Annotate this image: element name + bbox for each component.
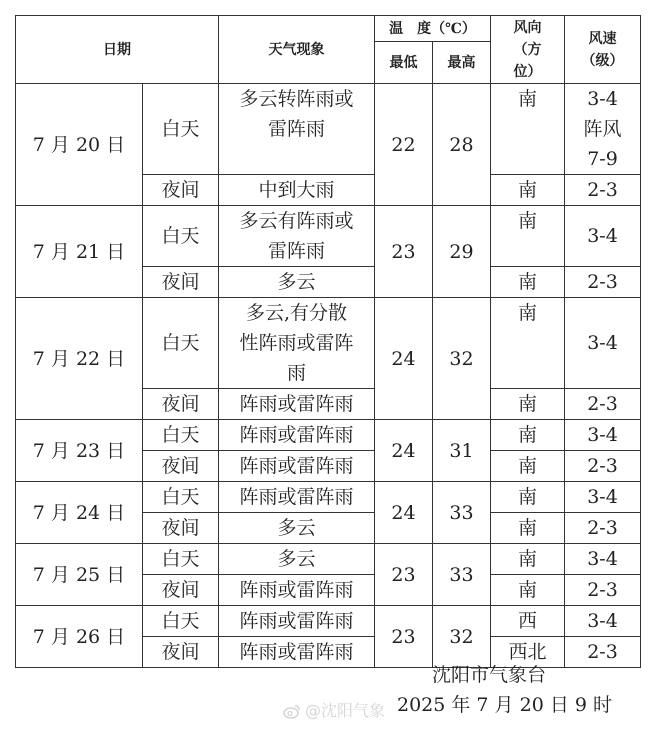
table-row [16, 544, 641, 575]
wind-speed-cell: 2-3 [565, 637, 641, 668]
weather-cell [219, 206, 375, 267]
wind-speed-cell: 3-4 [565, 482, 641, 513]
weather-cell: 阵雨或雷阵雨 [219, 482, 375, 513]
wind-direction-cell: 西 [491, 606, 565, 637]
period-cell: 夜间 [143, 267, 219, 298]
date-cell: 7 月 20 日 [16, 84, 143, 206]
date-cell: 7 月 23 日 [16, 420, 143, 482]
wind-speed-cell: 3-4 [565, 420, 641, 451]
issuing-organization: 沈阳市气象台 [432, 664, 547, 686]
period-cell: 夜间 [143, 175, 219, 206]
weather-line: 多云有阵雨或 [239, 210, 354, 232]
weather-cell: 阵雨或雷阵雨 [219, 575, 375, 606]
period-cell: 白天 [143, 482, 219, 513]
wind-speed-cell [565, 84, 641, 175]
weather-line: 性阵雨或雷阵 [239, 332, 354, 354]
wind-direction-cell: 西北 [491, 637, 565, 668]
wind-direction-cell: 南 [491, 84, 565, 175]
period-cell: 白天 [143, 606, 219, 637]
header-temperature: 温 度（℃） [375, 16, 491, 42]
period-cell: 夜间 [143, 389, 219, 420]
wind-direction-cell: 南 [491, 482, 565, 513]
temp-min-cell: 23 [375, 206, 433, 298]
temp-max-cell: 33 [433, 482, 491, 544]
weather-cell: 中到大雨 [219, 175, 375, 206]
period-cell: 白天 [143, 206, 219, 267]
wind-speed-cell: 2-3 [565, 575, 641, 606]
weather-cell: 阵雨或雷阵雨 [219, 451, 375, 482]
weather-cell: 多云 [219, 513, 375, 544]
watermark-text: @沈阳气象 [305, 701, 386, 720]
header-wind-speed [565, 16, 641, 84]
wind-speed-cell: 3-4 [565, 606, 641, 637]
period-cell: 白天 [143, 84, 219, 175]
period-cell: 白天 [143, 420, 219, 451]
header-wind-direction-line3: 位） [513, 63, 542, 80]
table-row [16, 298, 641, 389]
date-cell: 7 月 24 日 [16, 482, 143, 544]
wind-speed-line: 3-4 [587, 88, 618, 110]
wind-direction-cell: 南 [491, 544, 565, 575]
period-cell: 夜间 [143, 637, 219, 668]
temp-max-cell: 32 [433, 606, 491, 668]
weather-line: 雷阵雨 [267, 118, 325, 140]
date-cell: 7 月 22 日 [16, 298, 143, 420]
period-cell: 夜间 [143, 513, 219, 544]
header-temp-min: 最低 [375, 42, 433, 84]
date-cell: 7 月 21 日 [16, 206, 143, 298]
weather-cell [219, 298, 375, 389]
weather-cell: 多云 [219, 544, 375, 575]
wind-direction-cell: 南 [491, 206, 565, 267]
period-cell: 白天 [143, 298, 219, 389]
date-cell: 7 月 25 日 [16, 544, 143, 606]
temp-min-cell: 24 [375, 420, 433, 482]
wind-speed-line: 7-9 [587, 148, 618, 170]
period-cell: 夜间 [143, 575, 219, 606]
header-wind-direction [491, 16, 565, 84]
header-weather: 天气现象 [219, 16, 375, 84]
header-wind-direction-line2: （方 [513, 41, 542, 58]
wind-direction-cell: 南 [491, 451, 565, 482]
date-cell: 7 月 26 日 [16, 606, 143, 668]
temp-max-cell: 32 [433, 298, 491, 420]
header-date: 日期 [16, 16, 219, 84]
wind-direction-cell: 南 [491, 389, 565, 420]
wind-speed-line: 阵风 [583, 118, 622, 140]
wind-direction-cell: 南 [491, 175, 565, 206]
weather-line: 雷阵雨 [267, 240, 325, 262]
temp-max-cell: 29 [433, 206, 491, 298]
weather-cell: 阵雨或雷阵雨 [219, 389, 375, 420]
wind-speed-cell: 3-4 [565, 544, 641, 575]
weather-cell: 阵雨或雷阵雨 [219, 420, 375, 451]
weibo-icon [283, 704, 301, 719]
header-temp-max: 最高 [433, 42, 491, 84]
header-wind-speed-line2: （级） [581, 52, 624, 69]
temp-min-cell: 22 [375, 84, 433, 206]
weather-cell: 阵雨或雷阵雨 [219, 637, 375, 668]
temp-min-cell: 23 [375, 544, 433, 606]
wind-speed-cell: 3-4 [565, 298, 641, 389]
weather-line: 雨 [286, 362, 306, 384]
period-cell: 夜间 [143, 451, 219, 482]
weather-line: 多云,有分散 [245, 302, 348, 324]
wind-speed-cell: 2-3 [565, 451, 641, 482]
table-row [16, 420, 641, 451]
watermark [283, 700, 385, 722]
temp-max-cell: 31 [433, 420, 491, 482]
temp-min-cell: 24 [375, 482, 433, 544]
wind-speed-cell: 2-3 [565, 513, 641, 544]
wind-speed-cell: 2-3 [565, 267, 641, 298]
weather-cell: 多云 [219, 267, 375, 298]
temp-min-cell: 23 [375, 606, 433, 668]
weather-line: 多云转阵雨或 [239, 88, 354, 110]
issue-datetime: 2025 年 7 月 20 日 9 时 [397, 694, 612, 716]
wind-direction-cell: 南 [491, 420, 565, 451]
table-row [16, 482, 641, 513]
wind-speed-cell: 3-4 [565, 206, 641, 267]
weather-cell: 阵雨或雷阵雨 [219, 606, 375, 637]
table-row [16, 206, 641, 267]
wind-direction-cell: 南 [491, 513, 565, 544]
table-row [16, 84, 641, 175]
wind-direction-cell: 南 [491, 298, 565, 389]
forecast-table [15, 15, 641, 668]
temp-max-cell: 28 [433, 84, 491, 206]
temp-min-cell: 24 [375, 298, 433, 420]
temp-max-cell: 33 [433, 544, 491, 606]
header-wind-direction-line1: 风向 [513, 19, 542, 36]
wind-speed-cell: 2-3 [565, 175, 641, 206]
table-row [16, 606, 641, 637]
header-wind-speed-line1: 风速 [588, 30, 617, 47]
wind-direction-cell: 南 [491, 575, 565, 606]
wind-speed-cell: 2-3 [565, 389, 641, 420]
wind-direction-cell: 南 [491, 267, 565, 298]
period-cell: 白天 [143, 544, 219, 575]
weather-cell [219, 84, 375, 175]
